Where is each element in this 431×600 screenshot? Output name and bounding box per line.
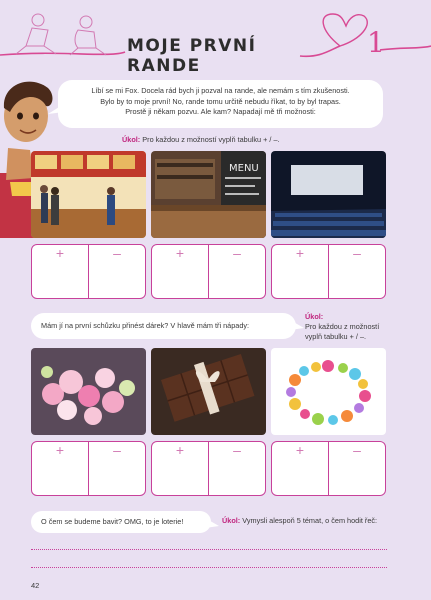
flowers-photo [31,348,146,435]
plus-sign: + [175,245,185,261]
bubble-line: Bylo by to moje první! No, rande tomu určitě nebudu říkat, to by byl trapas. [100,96,341,106]
plus-cell[interactable] [32,245,88,298]
answer-line[interactable] [31,548,387,550]
cafe-photo [151,151,266,238]
bubble-tail [48,104,64,116]
task-instruction-1 [122,135,280,145]
minus-sign: – [233,442,241,458]
minus-cell[interactable] [328,442,385,495]
minus-sign: – [113,442,121,458]
plus-cell[interactable] [272,442,328,495]
speech-bubble-topics [31,511,211,533]
task-text: Vymysli alespoň 5 témat, o čem hodit řeč: [242,516,378,525]
fast-food-photo [31,151,146,238]
bracelet-photo [271,348,386,435]
plus-sign: + [55,245,65,261]
plus-cell[interactable] [152,442,208,495]
task-label: Úkol: [122,135,141,144]
bubble-line: Líbí se mi Fox. Docela rád bych ji pozval na rande, ale nemám s tím zkušenosti. [91,86,350,95]
task-label: Úkol: [305,312,324,321]
plus-cell[interactable] [152,245,208,298]
plus-cell[interactable] [272,245,328,298]
minus-sign: – [353,245,361,261]
cinema-photo [271,151,386,238]
minus-cell[interactable] [328,245,385,298]
minus-cell[interactable] [208,442,265,495]
minus-cell[interactable] [88,245,145,298]
speech-bubble-gift [31,313,296,339]
bubble-text: Mám jí na první schůzku přinést dárek? V hlavě mám tři nápady: [41,321,250,330]
plus-cell[interactable] [32,442,88,495]
plus-sign: + [295,442,305,458]
page-title: MOJE PRVNÍ RANDE [127,36,257,76]
pros-cons-table [271,441,386,496]
bubble-tail [205,518,219,530]
speech-bubble-intro [58,80,383,128]
task-text: vyplň tabulku + / –. [305,332,367,341]
task-text: Pro každou z možností vyplň tabulku + / –. [142,135,280,144]
bubble-text: O čem se budeme bavit? OMG, to je loterie! [41,517,184,526]
bubble-line: Prostě ji někam pozvu. Ale kam? Napadají mě tři možnosti: [125,107,316,116]
pros-cons-table [151,244,266,299]
pros-cons-table [271,244,386,299]
svg-text:MENU: MENU [229,163,259,174]
bubble-tail [290,320,304,332]
plus-sign: + [55,442,65,458]
pros-cons-table [151,441,266,496]
chocolate-photo [151,348,266,435]
minus-sign: – [113,245,121,261]
plus-sign: + [295,245,305,261]
plus-sign: + [175,442,185,458]
page-number: 42 [31,581,40,590]
task-text: Pro každou z možností [305,322,380,331]
answer-line[interactable] [31,566,387,568]
unit-number: 1 [367,26,385,59]
minus-cell[interactable] [88,442,145,495]
pros-cons-table [31,441,146,496]
task-instruction-2 [305,312,415,342]
pros-cons-table [31,244,146,299]
task-label: Úkol: [222,516,241,525]
minus-sign: – [233,245,241,261]
task-instruction-3 [222,516,377,526]
minus-cell[interactable] [208,245,265,298]
minus-sign: – [353,442,361,458]
